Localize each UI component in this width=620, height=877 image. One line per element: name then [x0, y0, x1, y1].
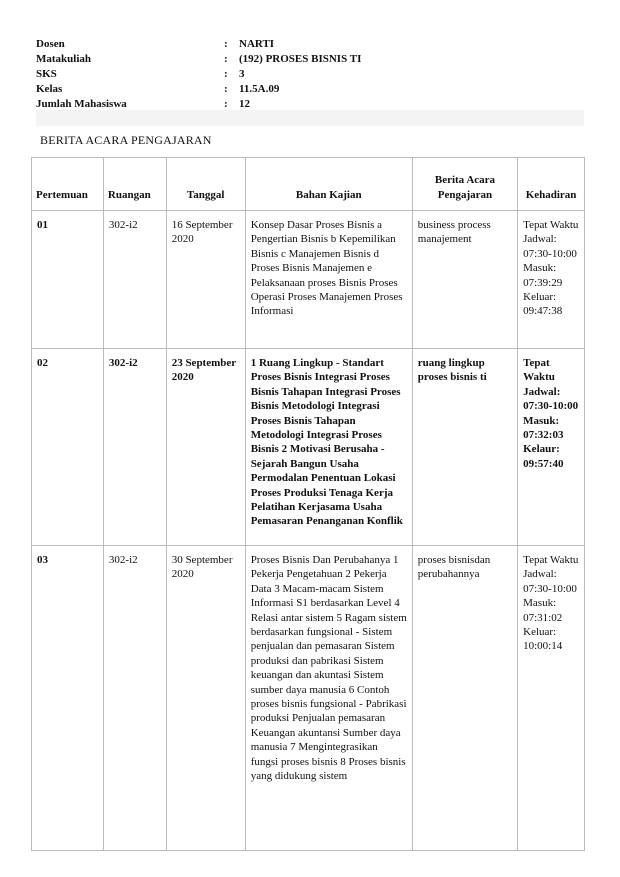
cell-bahan-kajian: Konsep Dasar Proses Bisnis a Pengertian Bisnis b Kepemilikan Bisnis c Manajemen Bisnis d Proses Bisnis Manajemen e Pelaksanaan proses Bisnis Proses Operasi Proses Manajemen Proses Informasi	[245, 211, 412, 349]
cell-bahan-kajian: Proses Bisnis Dan Perubahanya 1 Pekerja Pengetahuan 2 Pekerja Data 3 Macam-macam Sistem Informasi S1 berdasarkan Level 4 Relasi antar sistem 5 Ragam sistem berdasarkan fungsional - Sistem penjualan dan pemasaran Sistem produksi dan pabrikasi Sistem keuangan dan akuntasi Sistem sumber daya manusia 6 Contoh proses bisnis fungsional - Pabrikasi produksi Penjualan pemasaran Keuangan akuntansi Sumber daya manusia 7 Mengintegrasikan fungsi proses bisnis 8 Proses bisnis yang didukung sistem	[245, 546, 412, 851]
info-label: Kelas	[36, 83, 63, 95]
info-value: NARTI	[239, 38, 275, 50]
cell-tanggal: 23 September 2020	[166, 349, 245, 546]
column-header-bahan-kajian: Bahan Kajian	[245, 158, 412, 211]
info-colon: :	[224, 53, 228, 65]
header-divider-band	[36, 110, 584, 126]
cell-ruangan: 302-i2	[103, 211, 166, 349]
info-value: 11.5A.09	[239, 83, 280, 95]
section-title: BERITA ACARA PENGAJARAN	[40, 133, 212, 147]
cell-pertemuan: 03	[32, 546, 104, 851]
table-row	[32, 349, 585, 546]
info-row-matakuliah	[36, 52, 584, 67]
teaching-record-table	[31, 157, 585, 851]
info-value: 12	[239, 98, 250, 110]
column-header-pertemuan: Pertemuan	[32, 158, 104, 211]
info-row-kelas	[36, 82, 584, 97]
cell-kehadiran: Tepat Waktu Jadwal: 07:30-10:00 Masuk: 07:32:03 Kelaur: 09:57:40	[518, 349, 585, 546]
cell-pertemuan: 02	[32, 349, 104, 546]
info-label: SKS	[36, 68, 57, 80]
info-colon: :	[224, 83, 228, 95]
info-row-dosen	[36, 37, 584, 52]
cell-berita-acara: ruang lingkup proses bisnis ti	[412, 349, 517, 546]
info-row-sks	[36, 67, 584, 82]
cell-kehadiran: Tepat Waktu Jadwal: 07:30-10:00 Masuk: 07:39:29 Keluar: 09:47:38	[518, 211, 585, 349]
info-value: (192) PROSES BISNIS TI	[239, 53, 362, 65]
column-header-kehadiran: Kehadiran	[518, 158, 585, 211]
table-row	[32, 211, 585, 349]
info-colon: :	[224, 38, 228, 50]
cell-pertemuan: 01	[32, 211, 104, 349]
column-header-berita-acara: Berita Acara Pengajaran	[412, 158, 517, 211]
cell-berita-acara: business process manajement	[412, 211, 517, 349]
cell-bahan-kajian: 1 Ruang Lingkup - Standart Proses Bisnis Integrasi Proses Bisnis Tahapan Integrasi Proses Bisnis Metodologi Integrasi Proses Bisnis Tahapan Metodologi Integrasi Proses Bisnis 2 Motivasi Berusaha - Sejarah Bangun Usaha Permodalan Penentuan Lokasi Proses Produksi Tenaga Kerja Pelatihan Kerjasama Usaha Pemasaran Penanganan Konflik	[245, 349, 412, 546]
info-label: Matakuliah	[36, 53, 92, 65]
cell-tanggal: 16 September 2020	[166, 211, 245, 349]
column-header-tanggal: Tanggal	[166, 158, 245, 211]
column-header-ruangan: Ruangan	[103, 158, 166, 211]
info-label: Jumlah Mahasiswa	[36, 98, 127, 110]
cell-kehadiran: Tepat Waktu Jadwal: 07:30-10:00 Masuk: 07:31:02 Keluar: 10:00:14	[518, 546, 585, 851]
info-colon: :	[224, 68, 228, 80]
cell-ruangan: 302-i2	[103, 349, 166, 546]
cell-ruangan: 302-i2	[103, 546, 166, 851]
info-colon: :	[224, 98, 228, 110]
cell-berita-acara: proses bisnisdan perubahannya	[412, 546, 517, 851]
info-label: Dosen	[36, 38, 65, 50]
table-header-row	[32, 158, 585, 211]
info-value: 3	[239, 68, 245, 80]
table-row	[32, 546, 585, 851]
cell-tanggal: 30 September 2020	[166, 546, 245, 851]
course-info	[36, 37, 584, 112]
